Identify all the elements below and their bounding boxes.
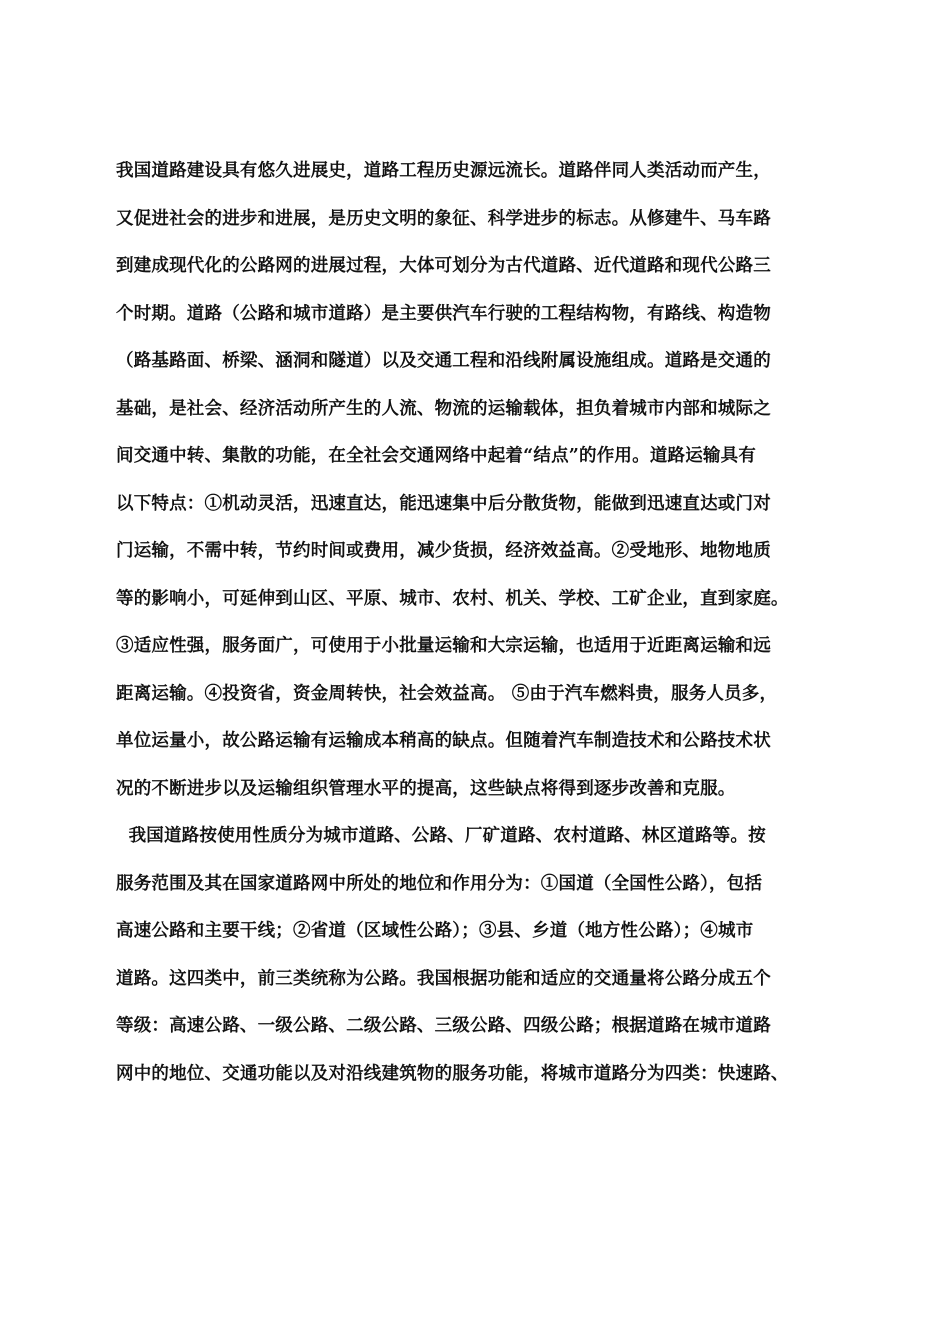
text-line: 网中的地位、交通功能以及对沿线建筑物的服务功能，将城市道路分为四类：快速路、 [116, 1063, 789, 1084]
text-line: 间交通中转、集散的功能，在全社会交通网络中起着“结点”的作用。道路运输具有 [116, 446, 757, 466]
text-line: 门运输，不需中转，节约时间或费用，减少货损，经济效益高。②受地形、地物地质 [116, 541, 771, 561]
text-line: （路基路面、桥梁、涵洞和隧道）以及交通工程和沿线附属设施组成。道路是交通的 [116, 351, 771, 371]
text-line: 等的影响小，可延伸到山区、平原、城市、农村、机关、学校、工矿企业，直到家庭。 [116, 588, 789, 609]
text-line: 况的不断进步以及运输组织管理水平的提高，这些缺点将得到逐步改善和克服。 [116, 778, 736, 799]
text-line: 道路。这四类中，前三类统称为公路。我国根据功能和适应的交通量将公路分成五个 [116, 968, 771, 989]
text-line: 等级：高速公路、一级公路、二级公路、三级公路、四级公路；根据道路在城市道路 [116, 1016, 771, 1036]
text-line: 以下特点：①机动灵活，迅速直达，能迅速集中后分散货物，能做到迅速直达或门对 [116, 493, 771, 514]
text-line: 基础，是社会、经济活动所产生的人流、物流的运输载体，担负着城市内部和城际之 [116, 398, 771, 419]
text-line: 距离运输。④投资省，资金周转快，社会效益高。 ⑤由于汽车燃料贵，服务人员多， [116, 683, 778, 704]
text-line: 个时期。道路（公路和城市道路）是主要供汽车行驶的工程结构物，有路线、构造物 [116, 303, 771, 324]
text-line: 到建成现代化的公路网的进展过程，大体可划分为古代道路、近代道路和现代公路三 [116, 256, 771, 276]
paragraph-1 [116, 148, 836, 813]
text-line: 我国道路建设具有悠久进展史，道路工程历史源远流长。道路伴同人类活动而产生， [116, 161, 771, 181]
text-line: 单位运量小，故公路运输有运输成本稍高的缺点。但随着汽车制造技术和公路技术状 [116, 731, 771, 751]
document-body [116, 148, 836, 1098]
paragraph-2 [116, 813, 836, 1098]
text-line: 我国道路按使用性质分为城市道路、公路、厂矿道路、农村道路、林区道路等。按 [116, 826, 766, 846]
text-line: 高速公路和主要干线；②省道（区域性公路）；③县、乡道（地方性公路）；④城市 [116, 921, 754, 941]
text-line: 又促进社会的进步和进展，是历史文明的象征、科学进步的标志。从修建牛、马车路 [116, 208, 771, 229]
text-line: ③适应性强，服务面广，可使用于小批量运输和大宗运输，也适用于近距离运输和远 [116, 636, 771, 656]
text-line: 服务范围及其在国家道路网中所处的地位和作用分为：①国道（全国性公路），包括 [116, 873, 763, 894]
